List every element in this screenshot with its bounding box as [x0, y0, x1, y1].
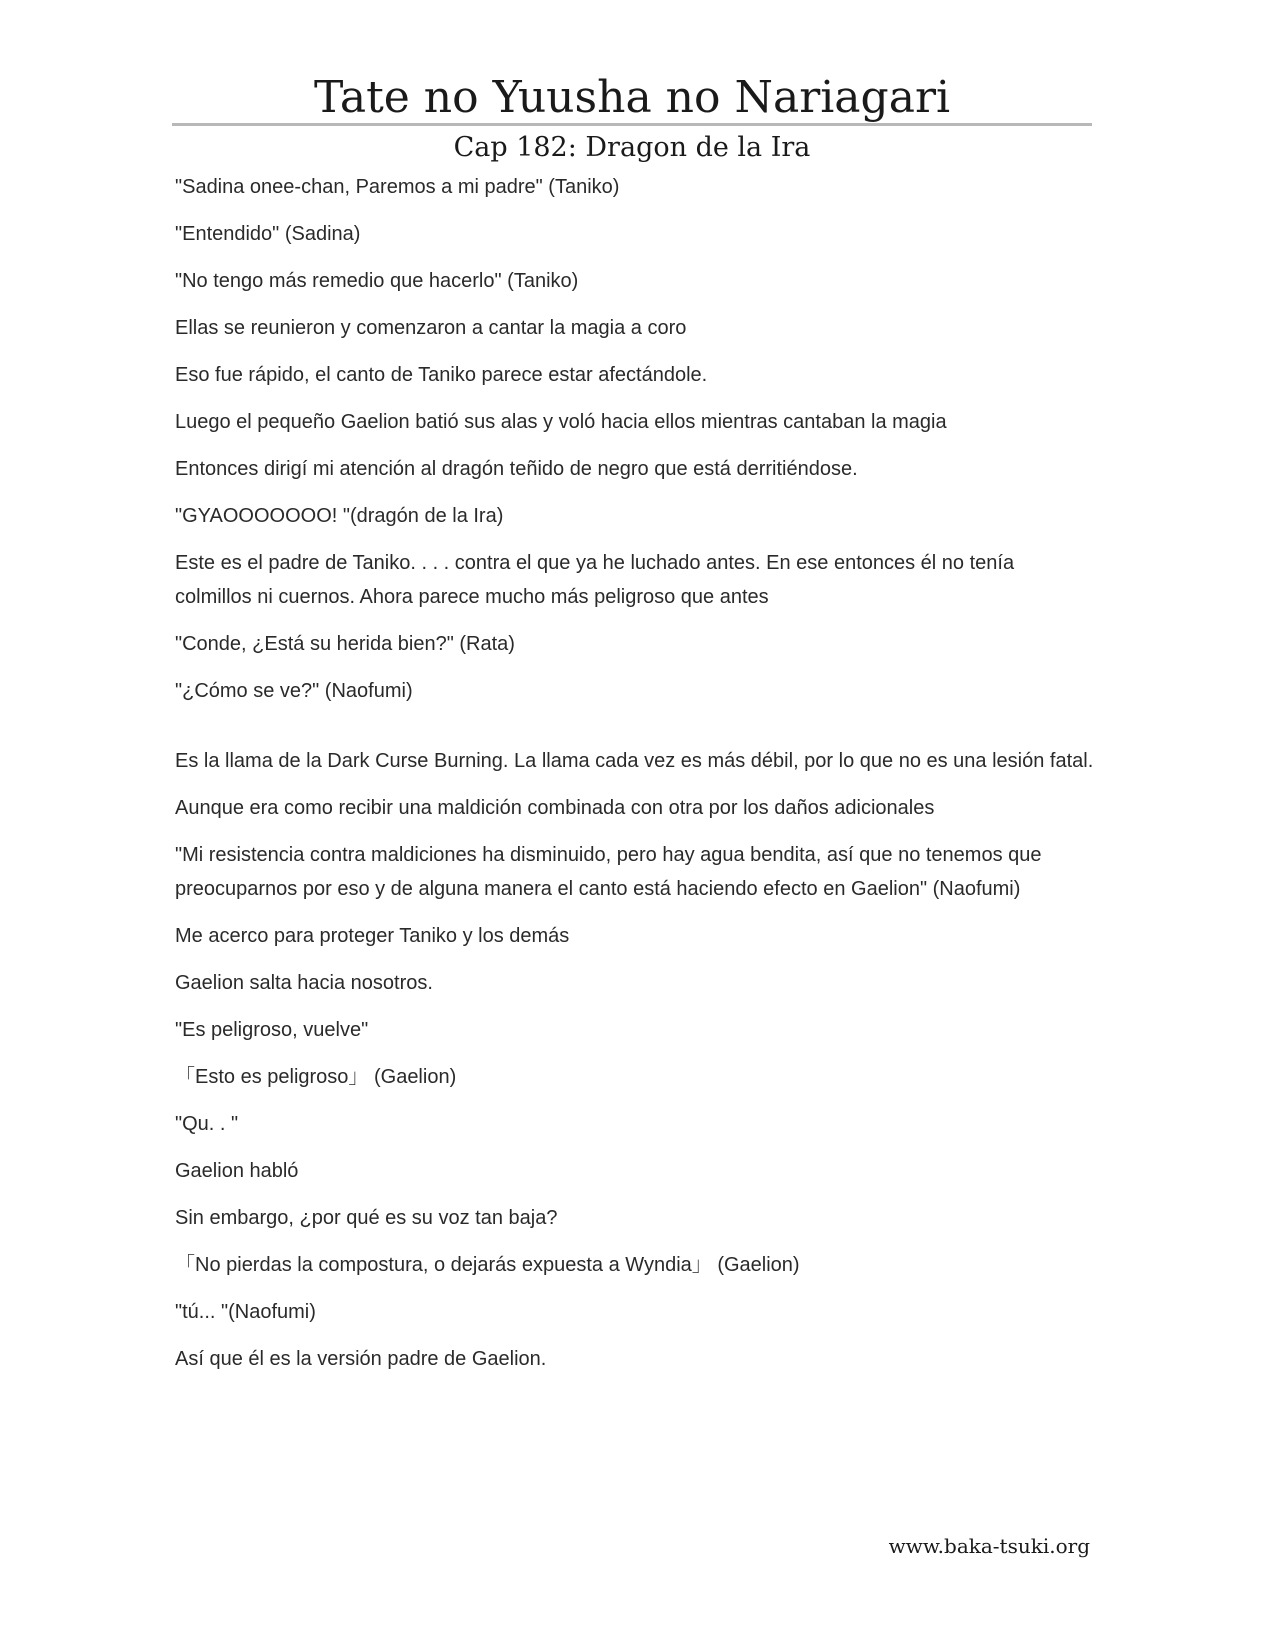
paragraph: "¿Cómo se ve?" (Naofumi) [175, 680, 413, 702]
paragraph: Aunque era como recibir una maldición combinada con otra por los daños adicionales [175, 797, 935, 819]
paragraph: "Es peligroso, vuelve" [175, 1019, 369, 1041]
paragraph: Este es el padre de Taniko. . . . contra el que ya he luchado antes. En ese entonces él no tenía colmillos ni cuernos. Ahora parece mucho más peligroso que antes [175, 552, 1015, 608]
paragraph: Gaelion habló [175, 1160, 299, 1182]
page-title: Tate no Yuusha no Nariagari [313, 72, 951, 123]
paragraph: "Sadina onee-chan, Paremos a mi padre" (Taniko) [175, 176, 620, 198]
paragraph: 「No pierdas la compostura, o dejarás expuesta a Wyndia」 (Gaelion) [175, 1254, 800, 1276]
paragraph: 「Esto es peligroso」 (Gaelion) [175, 1066, 457, 1088]
paragraph: Gaelion salta hacia nosotros. [175, 972, 433, 994]
chapter-subtitle: Cap 182: Dragon de la Ira [453, 132, 811, 163]
paragraph: Me acerco para proteger Taniko y los demás [175, 925, 570, 947]
paragraph: "GYAOOOOOOO! "(dragón de la Ira) [175, 505, 504, 527]
paragraph: Luego el pequeño Gaelion batió sus alas y voló hacia ellos mientras cantaban la magia [175, 411, 947, 433]
title-divider [172, 123, 1092, 126]
paragraph: Es la llama de la Dark Curse Burning. La llama cada vez es más débil, por lo que no es una lesión fatal. [175, 750, 1094, 772]
paragraph: "No tengo más remedio que hacerlo" (Taniko) [175, 270, 579, 292]
paragraph: "Qu. . " [175, 1113, 239, 1135]
paragraph: Eso fue rápido, el canto de Taniko parece estar afectándole. [175, 364, 708, 386]
paragraph: "Entendido" (Sadina) [175, 223, 361, 245]
paragraph: Ellas se reunieron y comenzaron a cantar la magia a coro [175, 317, 687, 339]
document-body [175, 170, 1095, 1389]
paragraph: Así que él es la versión padre de Gaelion. [175, 1348, 547, 1370]
footer-site-url: www.baka-tsuki.org [888, 1534, 1090, 1558]
paragraph: "Mi resistencia contra maldiciones ha disminuido, pero hay agua bendita, así que no tenemos que preocuparnos por eso y de alguna manera el canto está haciendo efecto en Gaelion" (Naofumi) [175, 844, 1042, 900]
paragraph: Sin embargo, ¿por qué es su voz tan baja? [175, 1207, 558, 1229]
paragraph: "Conde, ¿Está su herida bien?" (Rata) [175, 633, 515, 655]
paragraph: Entonces dirigí mi atención al dragón teñido de negro que está derritiéndose. [175, 458, 858, 480]
paragraph: "tú... "(Naofumi) [175, 1301, 316, 1323]
